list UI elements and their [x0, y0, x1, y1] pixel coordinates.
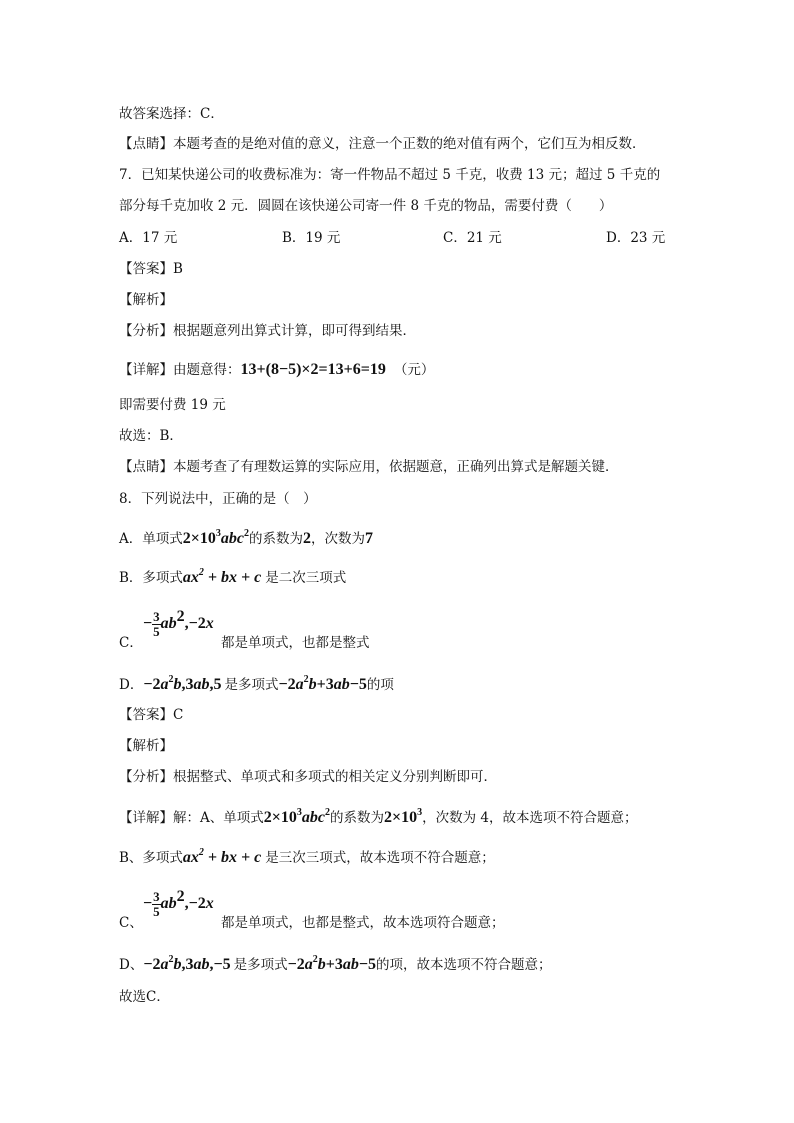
q8-c-suffix: 都是单项式，也都是整式	[221, 635, 370, 651]
q8-d-poly: $-2a^2b+3ab-5$	[278, 674, 367, 693]
q7-result: 即需要付费 19 元	[119, 397, 226, 413]
q7-xiangjie	[119, 361, 434, 379]
q8-det-b-formula: $ax^2$ + bx + c	[182, 847, 262, 866]
q8-detail-b	[119, 849, 495, 867]
q8-answer: 【答案】C	[119, 707, 184, 723]
q8-c-formula: − $\frac{3}{5}$ $ab^2,-2x$	[143, 608, 214, 639]
q8-d-mid: 是多项式	[224, 677, 279, 693]
q8-fenxi: 【分析】根据整式、单项式和多项式的相关定义分别判断即可．	[119, 769, 497, 785]
q8-stem: 8．下列说法中，正确的是（ ）	[119, 491, 317, 507]
q8-det-b-prefix: B、多项式	[119, 850, 183, 866]
q8-a-formula: $2\times 10^3abc^2$	[182, 528, 249, 547]
q8-det-d-suffix: 的项，故本选项不符合题意；	[375, 957, 552, 973]
q8-option-a	[119, 530, 373, 548]
q7-dianjing: 【点睛】本题考查了有理数运算的实际应用，依据题意，正确列出算式是解题关键．	[119, 459, 619, 475]
q7-option-b: B．19 元	[282, 230, 341, 246]
q8-det-c-prefix: C、	[119, 915, 143, 931]
q8-det-d-terms: $-2a^2b,3ab,-5$	[143, 954, 231, 973]
q8-detail-a	[119, 809, 638, 827]
q8-b-suffix: 是二次三项式	[265, 570, 347, 586]
q8-det-a-formula: $2\times 10^3abc^2$	[263, 807, 330, 826]
q8-d-prefix: D．	[119, 677, 144, 693]
q7-option-d: D．23 元	[606, 230, 666, 246]
q8-c-prefix: C．	[119, 635, 143, 651]
q8-det-a-mid: 的系数为	[329, 810, 384, 826]
q7-option-c: C．21 元	[443, 230, 502, 246]
q8-det-d-poly: $-2a^2b+3ab-5$	[287, 954, 376, 973]
q8-a-val1: 2	[302, 530, 311, 547]
q8-a-prefix: A．单项式	[119, 531, 183, 547]
q7-xiangjie-suffix: （元）	[393, 362, 435, 378]
q7-xiangjie-prefix: 【详解】由题意得：	[119, 362, 241, 378]
q8-det-a-suffix: ，次数为 4，故本选项不符合题意；	[422, 810, 638, 826]
q7-option-a: A．17 元	[119, 230, 178, 246]
q8-a-mid2: ，次数为	[310, 531, 365, 547]
q8-option-d	[119, 676, 394, 694]
dianjing-line: 【点睛】本题考查的是绝对值的意义，注意一个正数的绝对值有两个，它们互为相反数．	[119, 136, 646, 152]
q8-det-d-prefix: D、	[119, 957, 144, 973]
q7-stem-line1: 7．已知某快递公司的收费标准为：寄一件物品不超过 5 千克，收费 13 元；超过 5 千克的	[119, 167, 661, 183]
q8-d-suffix: 的项	[366, 677, 394, 693]
q8-a-val2: 7	[364, 530, 373, 547]
q8-det-b-suffix: 是三次三项式，故本选项不符合题意；	[265, 850, 495, 866]
q8-detail-d	[119, 956, 551, 974]
q8-det-c-formula: − $\frac{3}{5}$ $ab^2,-2x$	[143, 888, 214, 919]
q8-det-a-prefix: 【详解】解：A、单项式	[119, 810, 264, 826]
q7-formula: 13+(8−5)×2=13+6=19	[240, 361, 386, 378]
q7-answer: 【答案】B	[119, 261, 183, 277]
q7-fenxi: 【分析】根据题意列出算式计算，即可得到结果．	[119, 323, 416, 339]
q8-a-mid1: 的系数为	[248, 531, 303, 547]
q7-jiexi: 【解析】	[119, 292, 173, 308]
q7-stem-line2: 部分每千克加收 2 元．圆圆在该快递公司寄一件 8 千克的物品，需要付费（ ）	[119, 198, 613, 214]
q8-d-terms: $-2a^2b,3ab,5$	[143, 674, 222, 693]
q8-b-prefix: B．多项式	[119, 570, 183, 586]
q8-jiexi: 【解析】	[119, 738, 173, 754]
q8-det-a-coef: $2\times 10^3$	[383, 807, 423, 826]
answer-choice-line: 故答案选择：C．	[119, 106, 224, 122]
q8-det-c-suffix: 都是单项式，也都是整式，故本选项符合题意；	[221, 915, 505, 931]
q8-b-formula: $ax^2$ + bx + c	[182, 567, 262, 586]
q8-option-b	[119, 569, 346, 587]
q8-guxuan: 故选C．	[119, 989, 170, 1005]
q8-det-d-mid: 是多项式	[233, 957, 288, 973]
q7-guxuan: 故选：B．	[119, 428, 183, 444]
